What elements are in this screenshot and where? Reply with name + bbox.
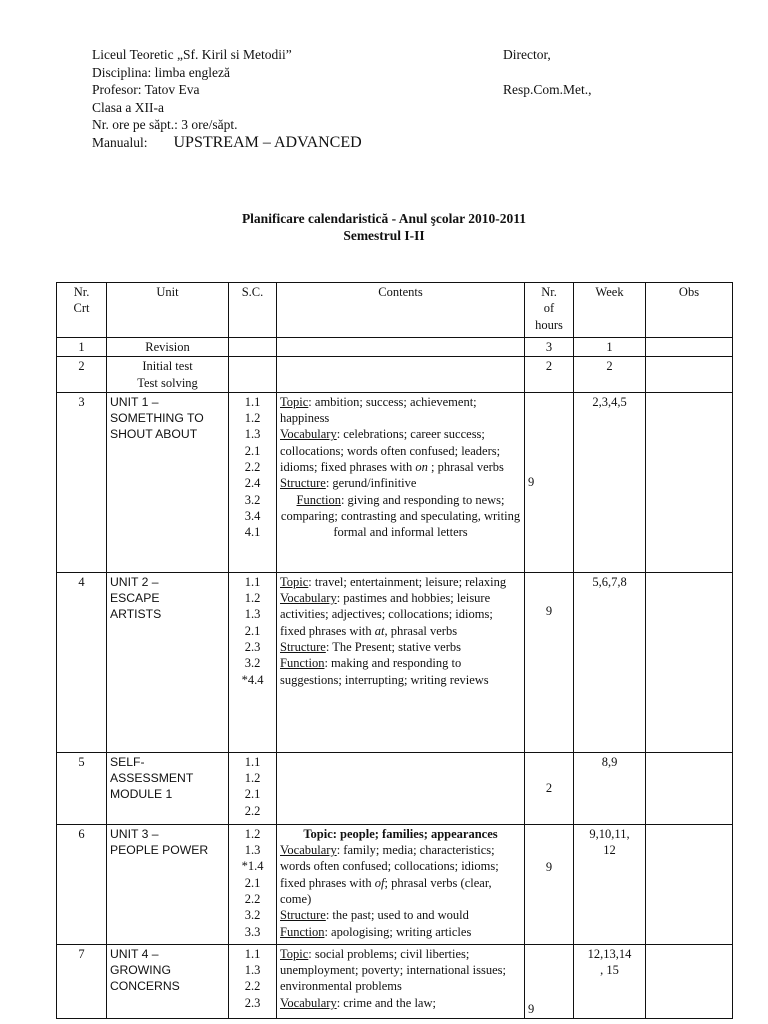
row-unit: SELF- ASSESSMENT MODULE 1 [107,752,229,824]
sc-code: 3.2 [244,908,261,923]
title-line-1: Planificare calendaristică - Anul şcolar 2010-2011 [241,211,527,226]
planning-table [56,282,733,1019]
row-week: 12,13,14 , 15 [574,944,646,1018]
row-contents [277,824,525,944]
sc-code: 1.2 [244,591,261,606]
sc-code: 1.3 [244,607,261,622]
structure-line: Structure: The Present; stative verbs [280,640,461,655]
sc-code: 1.2 [244,771,261,786]
sc-code: 3.2 [244,656,261,671]
sc-code: 1.2 [244,411,261,426]
header-right [503,46,592,99]
row-sc [229,572,277,752]
sc-code: *1.4 [241,859,264,874]
sc-code: 1.2 [244,826,261,841]
vocabulary-line: Vocabulary: celebrations; career success; collocations; words often confused; leaders; idioms; fixed phrases with on ; phrasal verbs [280,427,504,475]
topic-line: Topic: ambition; success; achievement; happiness [280,394,477,426]
sc-code: 2.3 [244,640,261,655]
structure-line: Structure: gerund/infinitive [280,476,417,491]
row-contents [277,357,525,393]
sc-code: 1.1 [244,754,261,769]
row-unit: UNIT 2 – ESCAPE ARTISTS [107,572,229,752]
weekly-hours: Nr. ore pe săpt.: 3 ore/săpt. [92,117,238,132]
row-nr: 6 [57,824,107,944]
sc-code: *4.4 [241,672,264,687]
row-sc [229,944,277,1018]
row-nr: 7 [57,944,107,1018]
header-sc: S.C. [229,283,277,338]
sc-code: 2.1 [244,787,261,802]
row-week: 5,6,7,8 [574,572,646,752]
school-name: Liceul Teoretic „Sf. Kiril si Metodii” [92,47,292,62]
table-row [57,392,733,572]
row-obs [646,572,733,752]
table-row [57,752,733,824]
title-line-2: Semestrul I-II [343,228,425,243]
row-week: 9,10,11, 12 [574,824,646,944]
vocabulary-line: Vocabulary: family; media; characteristics; words often confused; collocations; idioms; fixed phrases with of; phrasal verbs (clear, come) [280,843,499,907]
row-sc [229,392,277,572]
director-label: Director, [503,47,551,62]
manual-row [92,134,362,152]
row-contents [277,338,525,357]
row-obs [646,338,733,357]
row-hours: 9 [525,944,574,1018]
function-line: Function: making and responding to suggestions; interrupting; writing reviews [280,656,489,687]
header-contents: Contents [277,283,525,338]
class: Clasa a XII-a [92,99,164,115]
row-nr: 1 [57,338,107,357]
sc-code: 2.2 [244,803,261,818]
sc-code: 2.2 [244,979,261,994]
row-unit: UNIT 4 – GROWING CONCERNS [107,944,229,1018]
sc-code: 4.1 [244,525,261,540]
row-nr: 4 [57,572,107,752]
header-nr: Nr. Crt [57,283,107,338]
sc-code: 1.1 [244,394,261,409]
row-week: 2 [574,357,646,393]
function-line: Function: giving and responding to news; comparing; contrasting and speculating, writing formal and informal letters [280,492,521,540]
manual-label: Manualul: [92,134,148,150]
sc-code: 1.1 [244,946,261,961]
row-sc [229,824,277,944]
sc-code: 3.4 [244,508,261,523]
row-hours: 9 [525,824,574,944]
sc-code: 3.2 [244,492,261,507]
row-obs [646,824,733,944]
sc-code: 1.3 [244,963,261,978]
row-week: 2,3,4,5 [574,392,646,572]
row-obs [646,392,733,572]
topic-line: Topic: travel; entertainment; leisure; relaxing [280,574,507,589]
sc-code: 1.3 [244,427,261,442]
sc-code: 2.2 [244,460,261,475]
topic-line: Topic: people; families; appearances [303,826,498,841]
row-unit: Initial test Test solving [107,357,229,393]
topic-line: Topic: social problems; civil liberties; unemployment; poverty; international issues; environmental problems [280,946,507,994]
vocabulary-line: Vocabulary: pastimes and hobbies; leisure activities; adjectives; collocations; idioms; fixed phrases with at, phrasal verbs [280,591,493,638]
sc-code: 2.4 [244,476,261,491]
row-nr: 5 [57,752,107,824]
row-obs [646,752,733,824]
row-contents [277,392,525,572]
table-row [57,338,733,357]
row-unit: Revision [107,338,229,357]
row-contents [277,944,525,1018]
table-row [57,357,733,393]
discipline: Disciplina: limba engleză [92,64,230,80]
row-hours: 2 [525,357,574,393]
table-header-row [57,283,733,338]
row-nr: 3 [57,392,107,572]
resp-label: Resp.Com.Met., [503,82,592,97]
row-nr: 2 [57,357,107,393]
manual-title: UPSTREAM – ADVANCED [173,133,362,151]
header-week: Week [574,283,646,338]
teacher: Profesor: Tatov Eva [92,82,200,97]
row-sc [229,338,277,357]
header-unit: Unit [107,283,229,338]
row-obs [646,944,733,1018]
row-hours: 9 [525,392,574,572]
table-row [57,572,733,752]
row-contents [277,752,525,824]
sc-code: 2.1 [244,623,261,638]
row-hours: 3 [525,338,574,357]
sc-code: 2.3 [244,995,261,1010]
row-hours: 9 [525,572,574,752]
sc-code: 2.1 [244,443,261,458]
row-sc [229,357,277,393]
function-line: Function: apologising; writing articles [280,924,472,939]
header-obs: Obs [646,283,733,338]
sc-code: 2.2 [244,892,261,907]
document-title [0,210,768,244]
header-hours: Nr. of hours [525,283,574,338]
sc-code: 3.3 [244,924,261,939]
row-unit: UNIT 3 – PEOPLE POWER [107,824,229,944]
row-contents [277,572,525,752]
table-row [57,824,733,944]
row-obs [646,357,733,393]
sc-code: 1.3 [244,843,261,858]
row-week: 8,9 [574,752,646,824]
row-week: 1 [574,338,646,357]
sc-code: 2.1 [244,875,261,890]
sc-code: 1.1 [244,574,261,589]
vocabulary-line: Vocabulary: crime and the law; [280,995,436,1010]
header-left [92,46,362,151]
row-sc [229,752,277,824]
row-unit: UNIT 1 – SOMETHING TO SHOUT ABOUT [107,392,229,572]
table-row [57,944,733,1018]
structure-line: Structure: the past; used to and would [280,908,469,923]
row-hours: 2 [525,752,574,824]
